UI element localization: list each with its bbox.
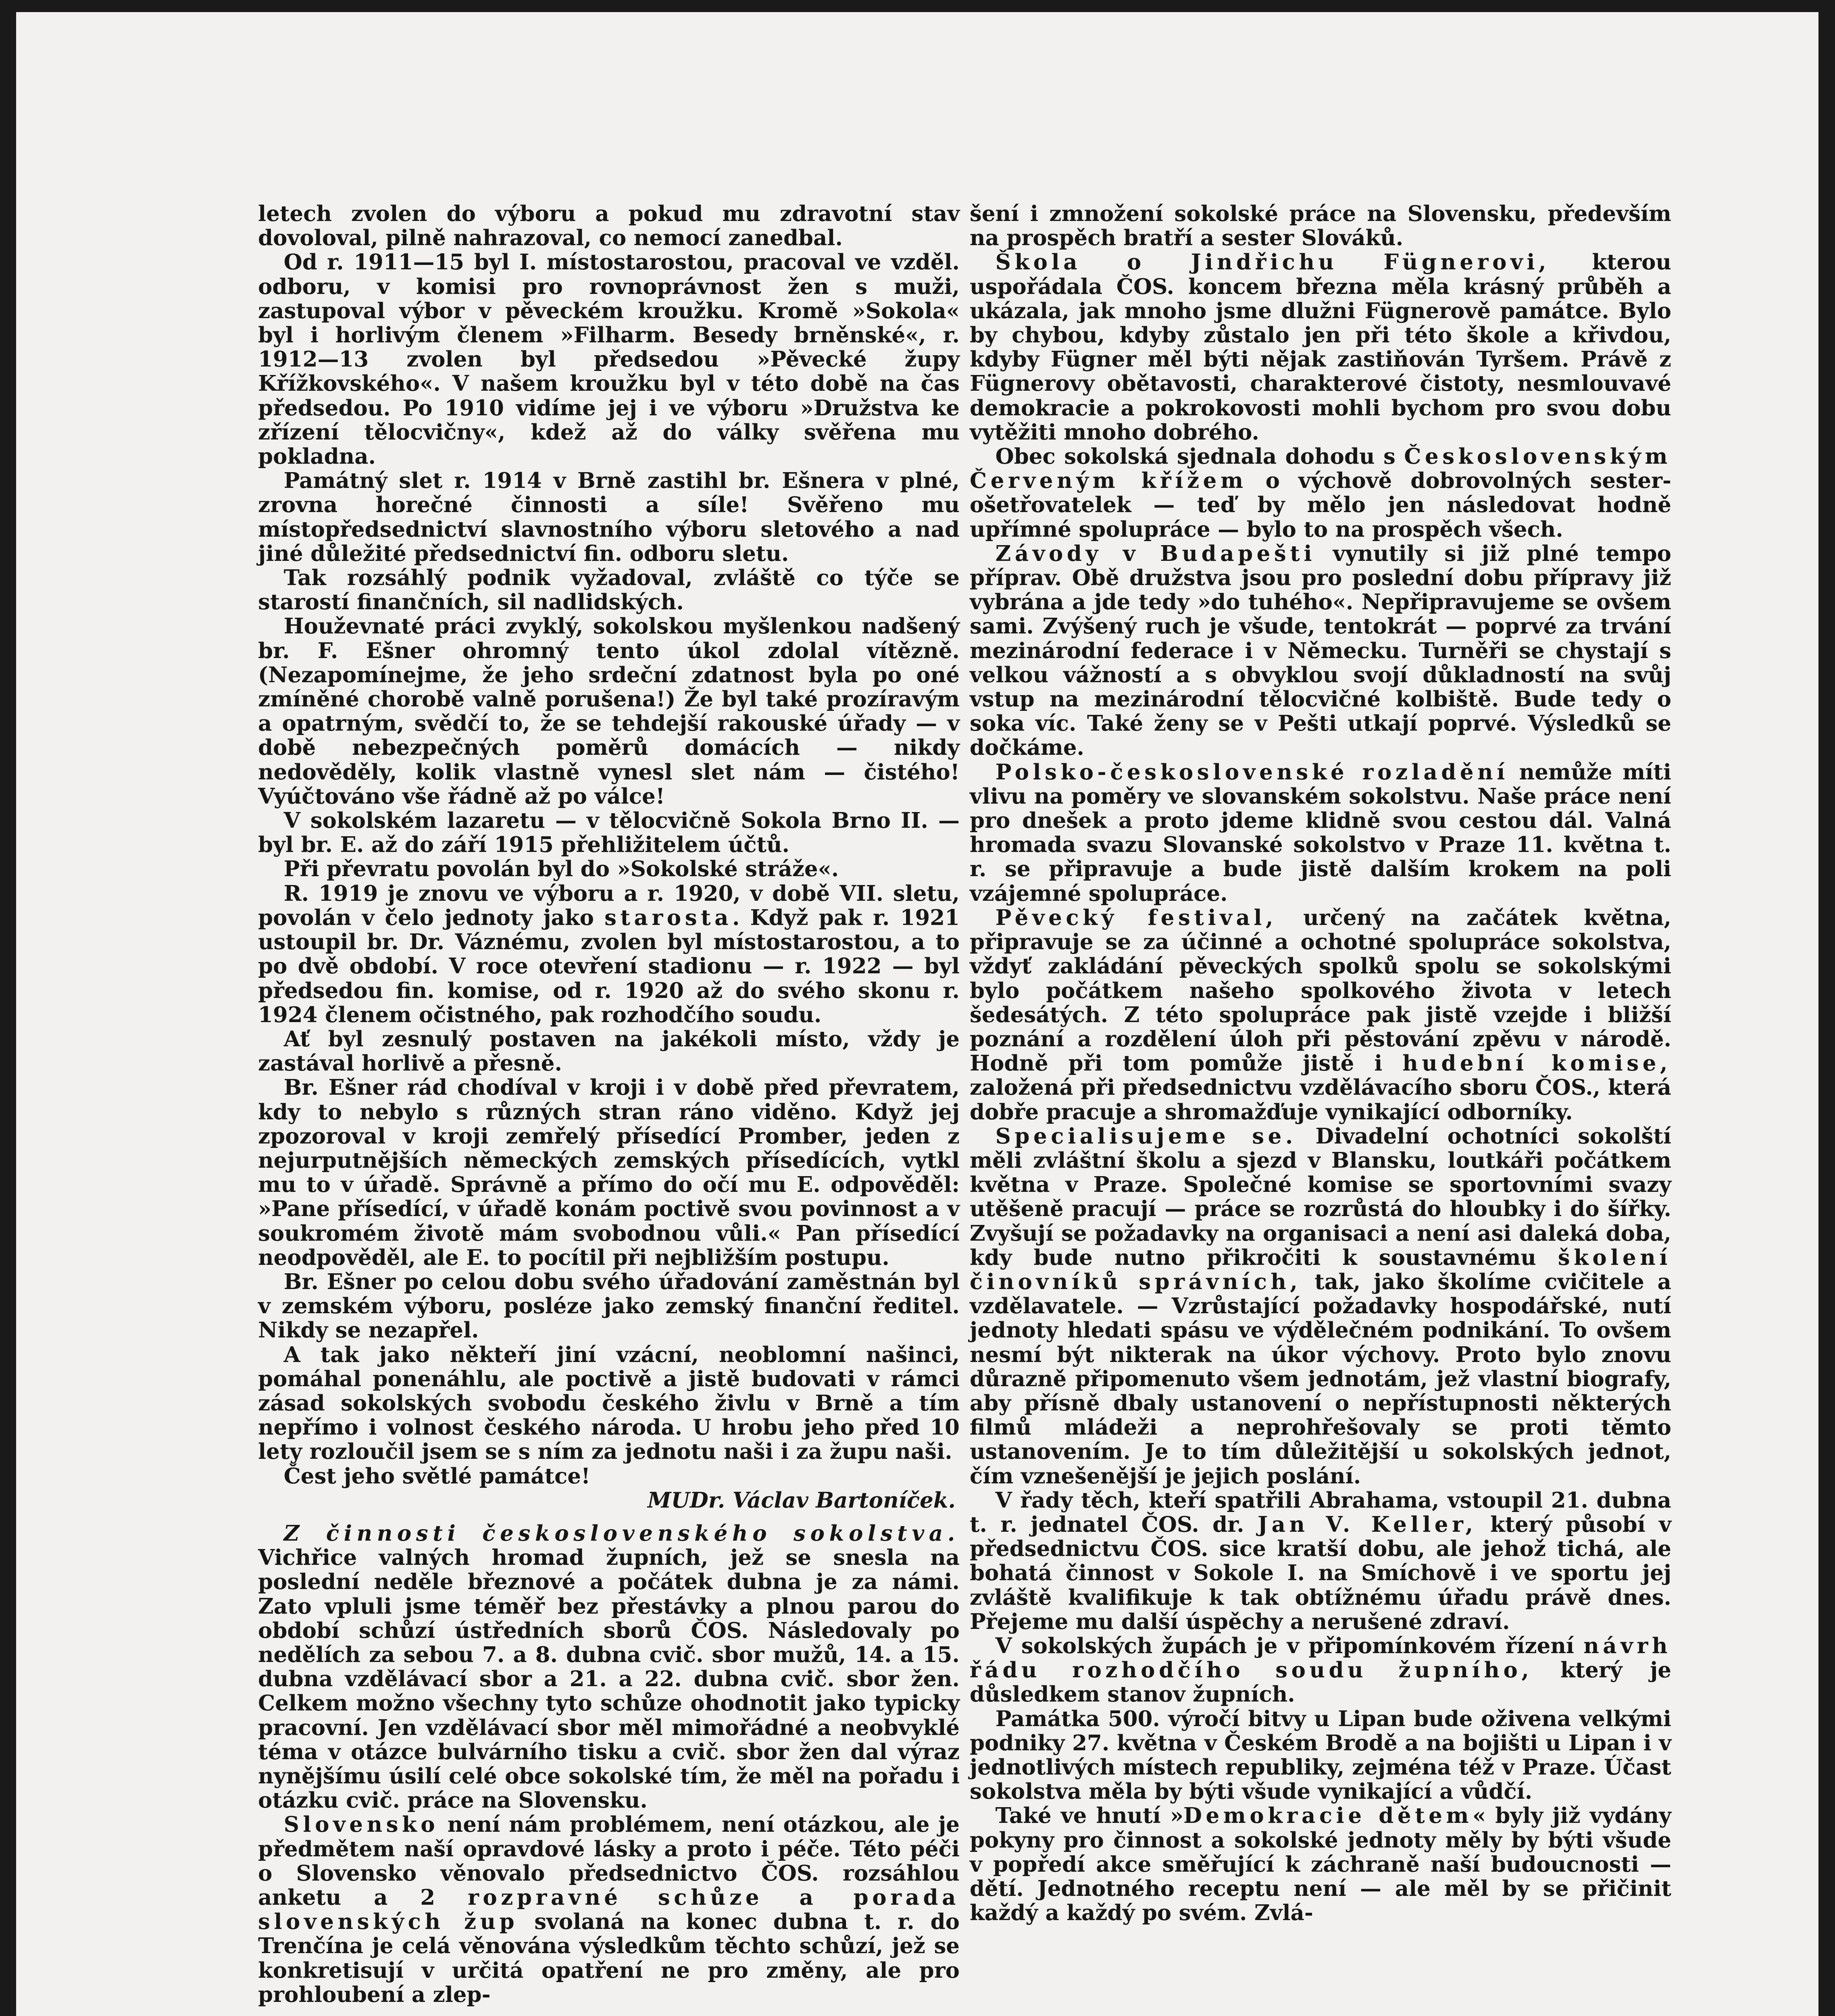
emphasis-text: Slovensko (283, 1812, 439, 1837)
section-gap (258, 1512, 960, 1521)
paragraph: Houževnaté práci zvyklý, sokolskou myšlenkou nadšený br. F. Ešner ohromný tento úkol zdolal vítězně. (Nezapomínejme, že jeho srdeční zdatnost byla po oné zmíněné chorobě valně porušena!) Že byl také prozíravým a opatrným, svědčí to, že se tehdejší rakouské úřady — v době nebezpečných poměrů domácích — nikdy nedověděly, kolik vlastně vynesl slet nám — čistého! Vyúčtováno vše řádně až po válce! (258, 614, 960, 809)
text-run: vynutily si již plné tempo příprav. Obě družstva jsou pro poslední dobu přípravy již vybrána a jde tedy »do tuhého«. Nepřipravujeme se ovšem sami. Zvýšený ruch je všude, tentokrát — poprvé za trvání mezinárodní federace i v Německu. Turněři se chystají s velkou vážností a s obvyklou svojí důkladností na svůj vstup na mezinárodní tělocvičné kolbiště. Bude tedy o soka víc. Také ženy se v Pešti utkají poprvé. Výsledků se dočkáme. (970, 541, 1671, 760)
paragraph: Br. Ešner po celou dobu svého úřadování zaměstnán byl v zemském výboru, posléze jako zemský finanční ředitel. Nikdy se nezapřel. (258, 1269, 960, 1343)
emphasis-text: Specialisujeme se. (995, 1123, 1297, 1149)
text-run: « byly již vydány pokyny pro činnost a sokolské jednoty měly by býti všude v popředí akce směřující k záchraně naší budoucnosti — dětí. Jednotného receptu není — ale měl by se přičinit každý a každý po svém. Zvlá- (970, 1803, 1671, 1926)
emphasis-text: Pěvecký festival, (995, 905, 1277, 930)
emphasis-text: návrh řádu rozhodčího soudu župního, (970, 1633, 1672, 1683)
emphasis-text: hudební komise, (1402, 1051, 1672, 1076)
paragraph: Ať byl zesnulý postaven na jakékoli místo, vždy je zastával horlivě a přesně. (258, 1026, 960, 1076)
text-run: . Když pak r. 1921 ustoupil br. Dr. Váznému, zvolen byl místostarostou, a to po dvě období. V roce otevření stadionu — r. 1922 — byl předsedou fin. komise, od r. 1920 až do svého skonu r. 1924 členem očistného, pak rozhodčího soudu. (258, 905, 960, 1027)
text-run: založená při předsednictvu vzdělávacího sboru ČOS., která dobře pracuje a shromažďuje vynikající odborníky. (970, 1075, 1671, 1125)
page (16, 12, 1818, 2016)
paragraph (970, 906, 1671, 1124)
emphasis-text: Závody v Budapešti (995, 541, 1316, 566)
paragraph (970, 1804, 1671, 1925)
paragraph: Od r. 1911—15 byl I. místostarostou, pracoval ve vzděl. odboru, v komisi pro rovnoprávnost žen s muži, zastupoval výbor v pěveckém kroužku. Kromě »Sokola« byl i horlivým členem »Filharm. Besedy brněnské«, r. 1912—13 zvolen byl předsedou »Pěvecké župy Křížkovského«. V našem kroužku byl v této době na čas předsedou. Po 1910 vidíme jej i ve výboru »Družstva ke zřízení tělocvičny«, kdež až do války svěřena mu pokladna. (258, 250, 960, 469)
paragraph: Br. Ešner rád chodíval v kroji i v době před převratem, kdy to nebylo s různých stran ráno viděno. Když jej zpozoroval v kroji zemřelý přísedící Promber, jeden z nejurputnějších německých zemských přísedících, vytkl mu to v úřadě. Správně a přímo do očí mu E. odpověděl: »Pane přísedící, v úřadě konám poctivě svou povinnost a v soukromém životě mám svobodnou vůli.« Pan přísedící neodpověděl, ale E. to pocítil při nejbližším postupu. (258, 1075, 960, 1270)
text-run: o výchově dobrovolných sester-ošetřovatelek — teď by mělo jen následovat hodně upřímné spolupráce — bylo to na prospěch všech. (970, 468, 1671, 542)
paragraph (970, 1124, 1671, 1488)
emphasis-text: Československým Červeným křížem (970, 444, 1671, 494)
emphasis-text: starosta (604, 905, 732, 930)
paragraph: Tak rozsáhlý podnik vyžadoval, zvláště co týče se starostí finančních, sil nadlidských. (258, 565, 960, 615)
text-run: V sokolských župách je v připomínkovém řízení (995, 1633, 1575, 1658)
text-run: Vichřice valných hromad župních, jež se snesla na poslední neděle březnové a počátek dubna je za námi. Zato vpluli jsme téměř bez přestávky a plnou parou do období schůzí ústředních sborů ČOS. Následovaly po nedělích za sebou 7. a 8. dubna cvič. sbor mužů, 14. a 15. dubna vzdělávací sbor a 21. a 22. dubna cvič. sbor žen. Celkem možno všechny tyto schůze ohodnotit jako typicky pracovní. Jen vzdělávací sbor měl mimořádné a neobvyklé téma v otázce bulvárního tisku a cvič. sbor žen dal výraz nynějšímu úsilí celé obce sokolské tím, že měl na pořadu i otázku cvič. práce na Slovensku. (258, 1545, 960, 1813)
emphasis-text: Demokracie dětem (1183, 1803, 1473, 1829)
text-run: V řady těch, kteří spatřili Abrahama, vstoupil 21. dubna t. r. jednatel ČOS. dr. (970, 1487, 1671, 1537)
text-run: svolaná na konec dubna t. r. do Trenčína je celá věnována výsledkům těchto schůzí, jež se konkretisují v určitá opatření ne pro změny, ale pro prohloubení a zlep- (258, 1909, 960, 2007)
section-heading: Z činnosti československého sokolstva. (283, 1520, 960, 1546)
paragraph: Památný slet r. 1914 v Brně zastihl br. Ešnera v plné, zrovna horečné činnosti a síle! Svěřeno mu místopředsednictví slavnostního výboru sletového a nad jiné důležité předsednictví fin. odboru sletu. (258, 468, 960, 566)
paragraph (970, 1634, 1671, 1707)
paragraph: šení i zmnožení sokolské práce na Slovensku, především na prospěch bratří a sester Slováků. (970, 201, 1671, 251)
text-run: tak, jako školíme cvičitele a vzdělavatele. — Vzrůstající požadavky hospodářské, nutí jednoty hledati spásu ve výdělečném podnikání. To ovšem nesmí být nikterak na úkor výchovy. Proto bylo znovu důrazně připomenuto všem jednotám, jež vlastní biografy, aby přísně dbaly ustanovení o nepřístupnosti některých filmů mládeži a neprohřešovaly se proti těmto ustanovením. Je to tím důležitější u sokolských jednot, čím vznešenější je jejich poslání. (970, 1269, 1671, 1489)
paragraph (258, 1812, 960, 2007)
paragraph (258, 881, 960, 1027)
text-run: Také ve hnutí » (995, 1803, 1183, 1829)
emphasis-text: rozpravné schůze a porada slovenských žup (258, 1885, 960, 1935)
paragraph (970, 444, 1671, 541)
paragraph (970, 250, 1671, 444)
text-run: nemůže míti vlivu na poměry ve slovanském sokolstvu. Naše práce není pro dnešek a proto jdeme klidně svou cestou dál. Valná hromada svazu Slovanské sokolstvo v Praze 11. května t. r. se připravuje a bude jistě dalším krokem na poli vzájemné spolupráce. (970, 759, 1671, 906)
paragraph: Při převratu povolán byl do »Sokolské stráže«. (283, 856, 839, 882)
text-run: Obec sokolská sjednala dohodu s (995, 444, 1396, 469)
text-run: který je důsledkem stanov župních. (970, 1658, 1671, 1707)
text-run: R. 1919 je znovu ve výboru a r. 1920, v době VII. sletu, povolán v čelo jednoty jako (258, 881, 960, 930)
paragraph: Čest jeho světlé památce! (283, 1463, 591, 1489)
paragraph: A tak jako někteří jiní vzácní, neoblomní našinci, pomáhal ponenáhlu, ale poctivě a jistě budovati v rámci zásad sokolských svobodu českého živlu v Brně a tím nepřímo i volnost českého národa. U hrobu jeho před 10 lety rozloučil jsem se s ním za jednotu naši i za župu naši. (258, 1342, 960, 1464)
emphasis-text: Škola o Jindřichu Fügnerovi, (995, 250, 1550, 275)
text-run: určený na začátek května, připravuje se za účinné a ochotné spolupráce sokolstva, vždyť zakládání pěveckých spolků spolu se sokolskými bylo počátkem našeho spolkového života v letech šedesátých. Z této spolupráce pak jistě vzejde i bližší poznání a rozdělení úloh při pěstování zpěvu v národě. Hodně při tom pomůže jistě i (970, 905, 1671, 1076)
emphasis-text: školení činovníků správních, (970, 1245, 1671, 1294)
emphasis-text: Polsko-československé rozladění (995, 759, 1509, 785)
text-run: Divadelní ochotníci sokolští měli zvláštní školu a sjezd v Blansku, loutkáři počátkem května v Praze. Společné komise se sportovními svazy utěšeně pracují — práce se rozrůstá do hloubky i do šířky. Zvyšují se požadavky na organisaci a není asi daleká doba, kdy bude nutno přikročiti k soustavnému (970, 1123, 1671, 1270)
author-signature: MUDr. Václav Bartoníček. (647, 1487, 956, 1513)
paragraph: letech zvolen do výboru a pokud mu zdravotní stav dovoloval, pilně nahrazoval, co nemocí zanedbal. (258, 201, 960, 251)
paragraph (970, 541, 1671, 760)
text-run: který působí v předsednictvu ČOS. sice kratší dobu, ale jehož tichá, ale bohatá činnost v Sokole I. na Smíchově i ve sportu jej zvláště kvalifikuje k tak obtížnému úřadu právě dnes. Přejeme mu další úspěchy a nerušené zdraví. (970, 1512, 1671, 1634)
paragraph (970, 760, 1671, 906)
emphasis-text: Jan V. Keller, (1258, 1512, 1477, 1537)
paragraph (970, 1488, 1671, 1634)
paragraph: V sokolském lazaretu — v tělocvičně Sokola Brno II. — byl br. E. až do září 1915 přehližitelem účtů. (258, 808, 960, 858)
paragraph: Památka 500. výročí bitvy u Lipan bude oživena velkými podniky 27. května v Českém Brodě a na bojišti u Lipan i v jednotlivých místech republiky, zejména též v Praze. Účast sokolstva měla by býti všude vynikající a vůdčí. (970, 1706, 1671, 1804)
text-run: kterou uspořádala ČOS. koncem března měla krásný průběh a ukázala, jak mnoho jsme dlužni Fügnerově památce. Bylo by chybou, kdyby zůstalo jen při této škole a křivdou, kdyby Fügner měl býti nějak zastiňován Tyršem. Právě z Fügnerovy obětavosti, charakterové čistoty, nesmlouvavé demokracie a pokrokovosti mohli bychom pro svou dobu vytěžiti mnoho dobrého. (970, 250, 1672, 445)
right-column (970, 202, 1671, 1925)
left-column (258, 202, 960, 2007)
section-paragraph (258, 1521, 960, 1812)
text-run: není nám problémem, není otázkou, ale je předmětem naší opravdové lásky a proto i péče. Této péči o Slovensko věnovalo předsednictvo ČOS. rozsáhlou anketu a 2 (258, 1812, 960, 1910)
